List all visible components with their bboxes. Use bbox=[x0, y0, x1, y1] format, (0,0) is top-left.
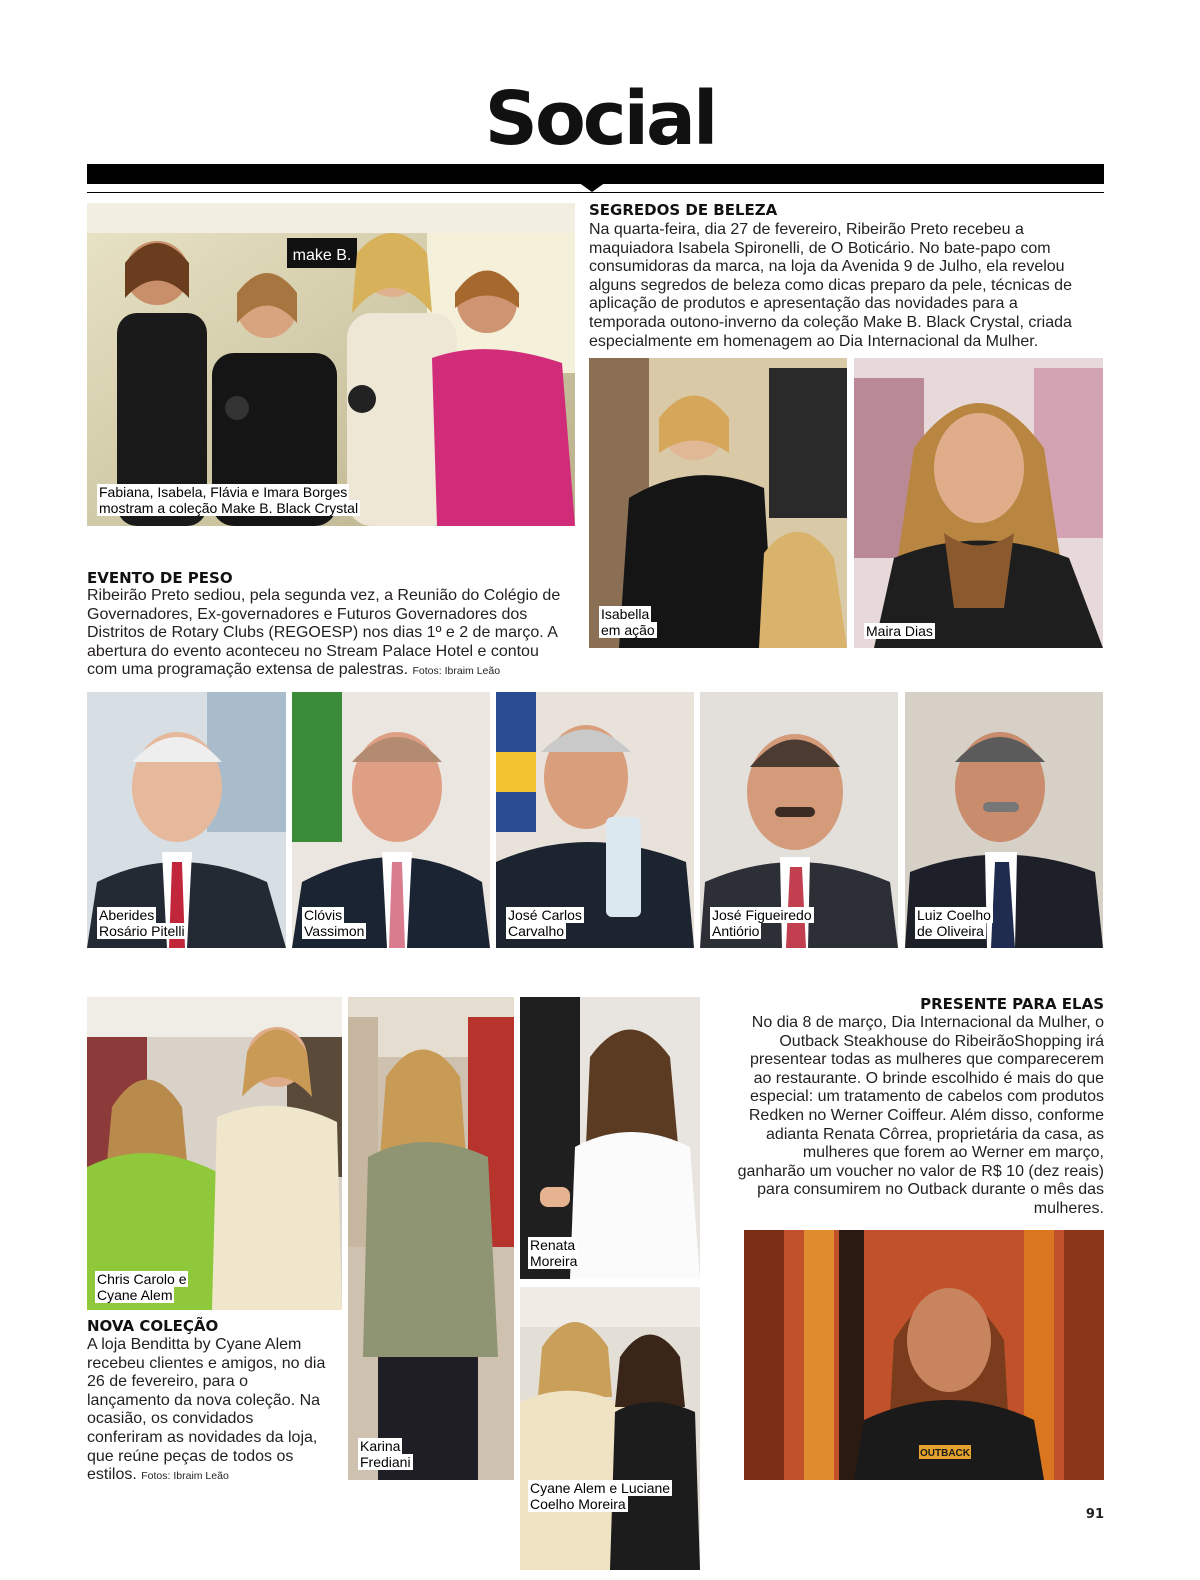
portrait-luiz-coelho bbox=[905, 692, 1103, 948]
text-segredos: Na quarta-feira, dia 27 de fevereiro, Ribeirão Preto recebeu a maquiadora Isabela Spironelli, de O Boticário. No bate-papo com consumidoras da marca, na loja da Avenida 9 de Julho, ela revelou alguns segredos de beleza como dicas preparo da pele, técnicas de aplicação de produtos e apresentação das novidades para a temporada outono-inverno da coleção Make B. Black Crystal, criada especialmente em homenagem ao Dia Internacional da Mulher. bbox=[589, 221, 1072, 350]
photo-cyane-luciane bbox=[520, 1287, 700, 1570]
evento-text: Ribeirão Preto sediou, pela segunda vez, a Reunião do Colégio de Governadores, Ex-governadores e Futuros Governadores dos Distritos de Rotary Clubs (REGOESP) nos dias 1º e 2 de março. A abertura do evento aconteceu no Stream Palace Hotel e contou com uma programação extensa de palestras. bbox=[87, 587, 561, 679]
caption-jose-figueiredo: José Figueiredo Antiório bbox=[712, 907, 812, 939]
credit-nova-colecao: Fotos: Ibraim Leão bbox=[141, 1470, 229, 1483]
photo-group-makeb bbox=[87, 203, 575, 526]
photo-outback bbox=[744, 1230, 1104, 1480]
header-rule bbox=[87, 164, 1104, 184]
portrait-jose-figueiredo bbox=[700, 692, 898, 948]
photo-renata bbox=[520, 997, 700, 1279]
caption-renata: Renata Moreira bbox=[530, 1237, 578, 1269]
outback-logo: OUTBACK bbox=[920, 1448, 970, 1459]
photo-maira bbox=[854, 358, 1103, 648]
store-sign: make B. bbox=[292, 247, 352, 264]
photo-isabella bbox=[589, 358, 847, 648]
header-thin-rule bbox=[87, 192, 1104, 193]
caption-isabella: Isabella em ação bbox=[601, 606, 655, 638]
header-notch bbox=[578, 182, 606, 192]
portrait-aberides bbox=[87, 692, 286, 948]
photo-chris-cyane bbox=[87, 997, 342, 1310]
caption-jose-carlos: José Carlos Carvalho bbox=[508, 907, 582, 939]
caption-maira: Maira Dias bbox=[866, 623, 933, 639]
caption-cyane-luciane: Cyane Alem e Luciane Coelho Moreira bbox=[530, 1480, 671, 1512]
portrait-clovis bbox=[292, 692, 490, 948]
photo-karina bbox=[348, 997, 514, 1480]
caption-karina: Karina Frediani bbox=[360, 1438, 411, 1470]
text-nova-colecao bbox=[87, 1336, 332, 1486]
heading-segredos: SEGREDOS DE BELEZA bbox=[589, 201, 778, 219]
caption-chris: Chris Carolo e Cyane Alem bbox=[97, 1271, 187, 1303]
caption-clovis: Clóvis Vassimon bbox=[304, 907, 365, 939]
caption-aberides: Aberides Rosário Pitelli bbox=[99, 907, 185, 939]
caption-group: Fabiana, Isabela, Flávia e Imara Borges mostram a coleção Make B. Black Crystal bbox=[99, 484, 359, 516]
caption-luiz-coelho: Luiz Coelho de Oliveira bbox=[917, 907, 991, 939]
text-presente: No dia 8 de março, Dia Internacional da Mulher, o Outback Steakhouse do RibeirãoShopping irá presentear todas as mulheres que comparecerem ao restaurante. O brinde escolhido é mais do que especial: um tratamento de cabelos com produtos Redken no Werner Coiffeur. Além disso, conforme adianta Renata Côrrea, proprietária da casa, as mulheres que forem ao Werner em março, ganharão um voucher no valor de R$ 10 (dez reais) para consumirem no Outback durante o mês das mulheres. bbox=[737, 1014, 1104, 1217]
heading-nova-colecao: NOVA COLEÇÃO bbox=[87, 1317, 219, 1335]
portrait-jose-carlos bbox=[496, 692, 694, 948]
credit-evento: Fotos: Ibraim Leão bbox=[412, 665, 501, 678]
page-number: 91 bbox=[1085, 1507, 1104, 1522]
heading-presente: PRESENTE PARA ELAS bbox=[920, 995, 1104, 1013]
nova-colecao-text: A loja Benditta by Cyane Alem recebeu clientes e amigos, no dia 26 de fevereiro, para o lançamento da nova coleção. Na ocasião, os convidados conferiram as novidades da loja, que reúne peças de todos os estilos. bbox=[87, 1336, 326, 1484]
text-evento bbox=[87, 587, 567, 681]
heading-evento: EVENTO DE PESO bbox=[87, 569, 233, 587]
section-title: Social bbox=[484, 76, 716, 162]
